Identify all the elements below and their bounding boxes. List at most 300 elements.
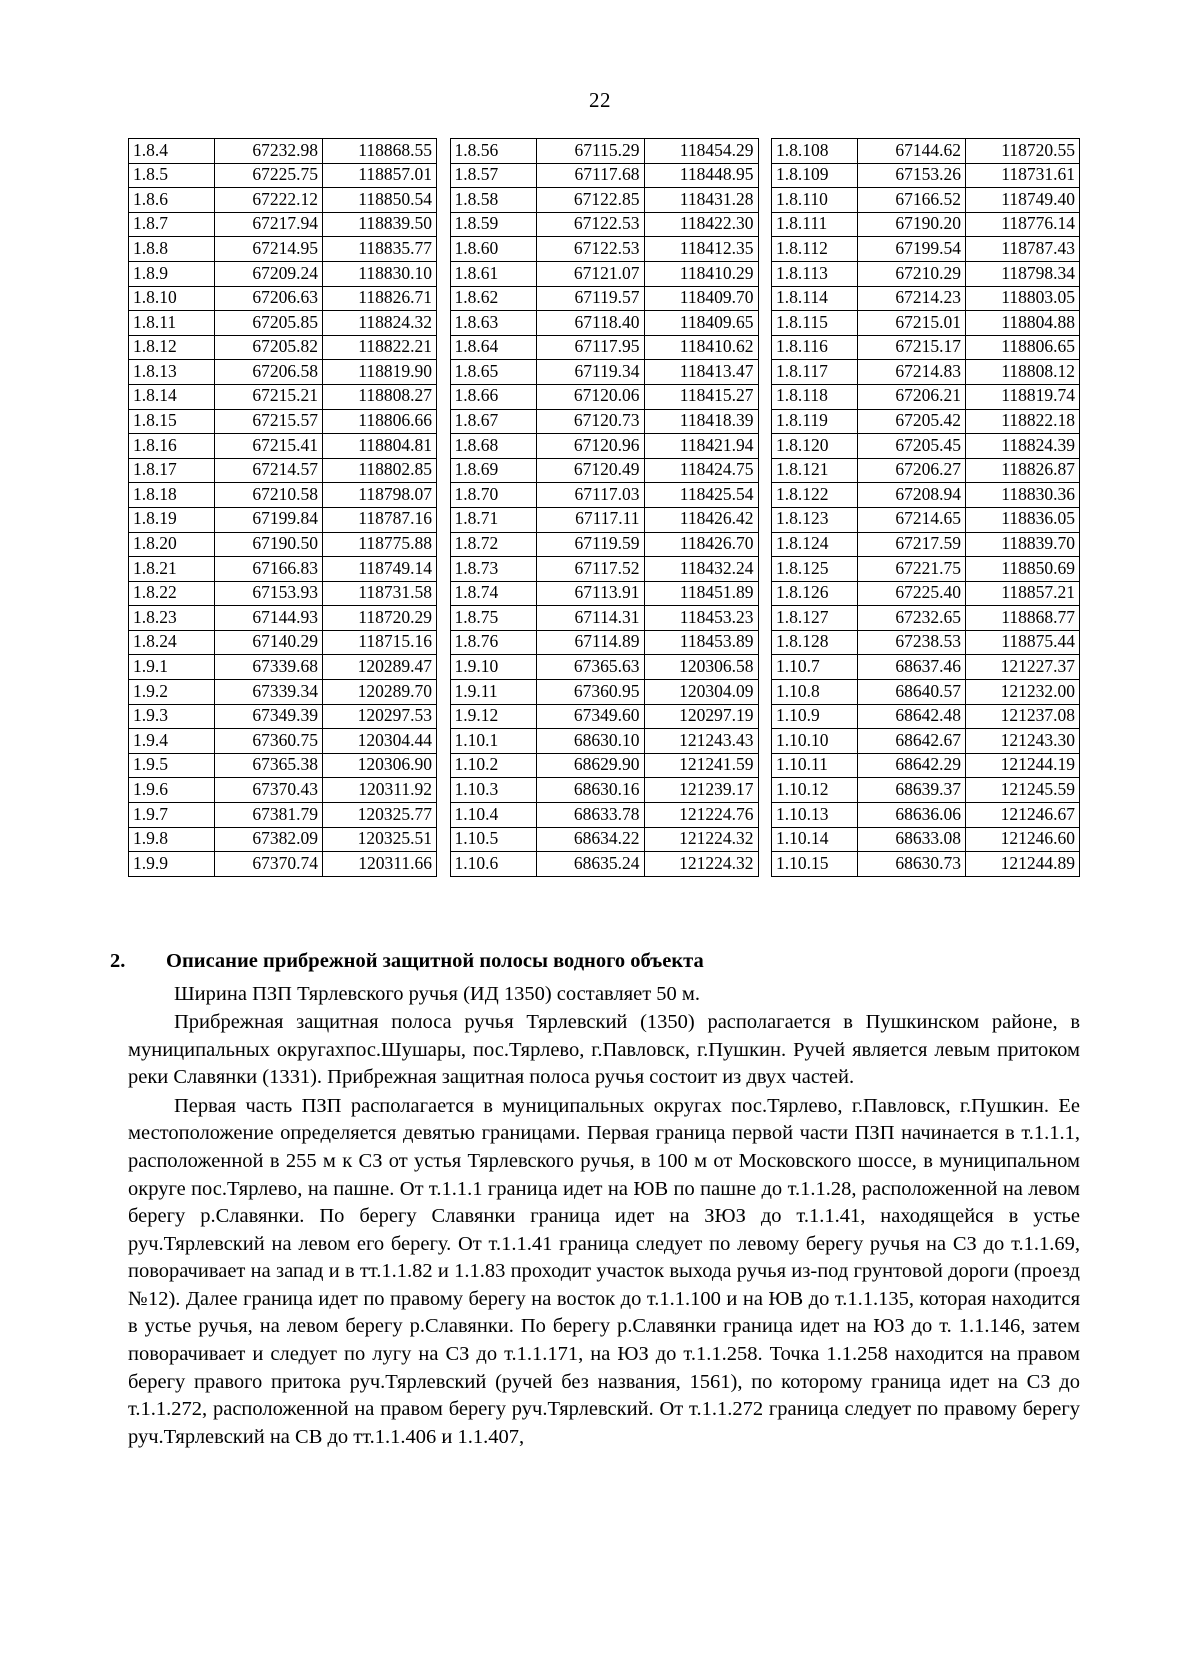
coordinate-x-cell: 67122.85 <box>536 188 644 213</box>
coordinate-x-cell: 67117.11 <box>536 507 644 532</box>
coordinate-y-cell: 118787.16 <box>323 507 437 532</box>
point-id-cell: 1.8.6 <box>129 188 215 213</box>
point-id-cell: 1.10.1 <box>450 729 536 754</box>
coordinate-y-cell: 121227.37 <box>966 655 1080 680</box>
coordinate-x-cell: 67117.95 <box>536 335 644 360</box>
coordinate-y-cell: 118720.29 <box>323 606 437 631</box>
coordinate-x-cell: 67217.59 <box>858 532 966 557</box>
coordinate-y-cell: 118454.29 <box>644 139 758 164</box>
coordinate-x-cell: 67120.73 <box>536 409 644 434</box>
table-row <box>129 237 437 262</box>
point-id-cell: 1.10.4 <box>450 803 536 828</box>
coordinate-y-cell: 118819.74 <box>966 384 1080 409</box>
point-id-cell: 1.8.15 <box>129 409 215 434</box>
table-row <box>772 163 1080 188</box>
coordinate-y-cell: 121244.89 <box>966 852 1080 877</box>
table-row <box>772 384 1080 409</box>
coordinate-x-cell: 67205.82 <box>215 335 323 360</box>
point-id-cell: 1.9.1 <box>129 655 215 680</box>
coordinate-y-cell: 118421.94 <box>644 434 758 459</box>
coordinate-x-cell: 68636.06 <box>858 803 966 828</box>
coordinate-x-cell: 67214.95 <box>215 237 323 262</box>
coordinate-y-cell: 118803.05 <box>966 286 1080 311</box>
table-row <box>450 532 758 557</box>
coordinate-x-cell: 67117.68 <box>536 163 644 188</box>
table-row <box>772 778 1080 803</box>
table-row <box>450 212 758 237</box>
table-row <box>129 753 437 778</box>
point-id-cell: 1.8.11 <box>129 311 215 336</box>
table-row <box>772 532 1080 557</box>
point-id-cell: 1.9.3 <box>129 704 215 729</box>
table-row <box>450 261 758 286</box>
point-id-cell: 1.8.128 <box>772 630 858 655</box>
coordinate-y-cell: 118806.65 <box>966 335 1080 360</box>
table-row <box>450 827 758 852</box>
point-id-cell: 1.8.61 <box>450 261 536 286</box>
point-id-cell: 1.10.14 <box>772 827 858 852</box>
coordinate-x-cell: 67349.60 <box>536 704 644 729</box>
coordinate-y-cell: 118451.89 <box>644 581 758 606</box>
coordinate-x-cell: 67339.34 <box>215 680 323 705</box>
coordinate-x-cell: 68630.73 <box>858 852 966 877</box>
coordinate-x-cell: 67232.65 <box>858 606 966 631</box>
coordinate-x-cell: 67153.93 <box>215 581 323 606</box>
coordinate-y-cell: 118409.70 <box>644 286 758 311</box>
coordinate-x-cell: 67349.39 <box>215 704 323 729</box>
coordinate-y-cell: 118453.89 <box>644 630 758 655</box>
point-id-cell: 1.8.71 <box>450 507 536 532</box>
coordinate-x-cell: 67381.79 <box>215 803 323 828</box>
coordinate-x-cell: 67120.49 <box>536 458 644 483</box>
point-id-cell: 1.8.67 <box>450 409 536 434</box>
coordinate-y-cell: 118875.44 <box>966 630 1080 655</box>
table-body-left <box>129 139 437 877</box>
point-id-cell: 1.8.14 <box>129 384 215 409</box>
coordinate-y-cell: 118850.69 <box>966 557 1080 582</box>
point-id-cell: 1.8.118 <box>772 384 858 409</box>
coordinate-y-cell: 118808.27 <box>323 384 437 409</box>
point-id-cell: 1.8.72 <box>450 532 536 557</box>
point-id-cell: 1.8.23 <box>129 606 215 631</box>
table-row <box>129 557 437 582</box>
point-id-cell: 1.8.8 <box>129 237 215 262</box>
table-row <box>450 803 758 828</box>
coordinate-y-cell: 118839.50 <box>323 212 437 237</box>
coordinate-y-cell: 118749.40 <box>966 188 1080 213</box>
coordinate-y-cell: 118836.05 <box>966 507 1080 532</box>
coordinate-x-cell: 67382.09 <box>215 827 323 852</box>
table-row <box>129 655 437 680</box>
coordinate-x-cell: 68633.08 <box>858 827 966 852</box>
coordinate-x-cell: 67370.43 <box>215 778 323 803</box>
table-row <box>129 483 437 508</box>
coordinate-y-cell: 118776.14 <box>966 212 1080 237</box>
coordinate-y-cell: 118787.43 <box>966 237 1080 262</box>
coordinate-x-cell: 67215.57 <box>215 409 323 434</box>
point-id-cell: 1.8.56 <box>450 139 536 164</box>
coordinate-y-cell: 121246.60 <box>966 827 1080 852</box>
coordinate-x-cell: 67119.57 <box>536 286 644 311</box>
coordinate-y-cell: 118410.62 <box>644 335 758 360</box>
coordinate-y-cell: 120289.70 <box>323 680 437 705</box>
coordinate-x-cell: 67208.94 <box>858 483 966 508</box>
coordinate-x-cell: 67210.58 <box>215 483 323 508</box>
point-id-cell: 1.8.12 <box>129 335 215 360</box>
point-id-cell: 1.9.2 <box>129 680 215 705</box>
coordinate-y-cell: 118798.07 <box>323 483 437 508</box>
coordinate-y-cell: 118432.24 <box>644 557 758 582</box>
point-id-cell: 1.10.3 <box>450 778 536 803</box>
coordinate-x-cell: 67113.91 <box>536 581 644 606</box>
table-row <box>129 532 437 557</box>
point-id-cell: 1.8.20 <box>129 532 215 557</box>
point-id-cell: 1.8.108 <box>772 139 858 164</box>
coordinate-y-cell: 118775.88 <box>323 532 437 557</box>
point-id-cell: 1.8.111 <box>772 212 858 237</box>
table-row <box>450 606 758 631</box>
coordinate-y-cell: 120304.44 <box>323 729 437 754</box>
point-id-cell: 1.9.5 <box>129 753 215 778</box>
coordinate-x-cell: 67190.50 <box>215 532 323 557</box>
coordinate-y-cell: 118453.23 <box>644 606 758 631</box>
coordinate-y-cell: 120325.77 <box>323 803 437 828</box>
coordinate-y-cell: 118731.58 <box>323 581 437 606</box>
table-row <box>772 581 1080 606</box>
coordinate-x-cell: 67232.98 <box>215 139 323 164</box>
point-id-cell: 1.9.10 <box>450 655 536 680</box>
coordinate-x-cell: 67206.63 <box>215 286 323 311</box>
point-id-cell: 1.8.116 <box>772 335 858 360</box>
coordinate-y-cell: 118418.39 <box>644 409 758 434</box>
table-row <box>772 261 1080 286</box>
point-id-cell: 1.8.62 <box>450 286 536 311</box>
table-row <box>129 434 437 459</box>
point-id-cell: 1.9.4 <box>129 729 215 754</box>
table-row <box>129 581 437 606</box>
paragraph-first-part: Первая часть ПЗП располагается в муниципальных округах пос.Тярлево, г.Павловск, г.Пушкин. Ее местоположение определяется девятью границами. Первая граница первой части ПЗП начинается в т.1.1.1, расположенной в 255 м к СЗ от устья Тярлевского ручья, в 100 м от Московского шоссе, в муниципальном округе пос.Тярлево, на пашне. От т.1.1.1 граница идет на ЮВ по пашне до т.1.1.28, расположенной на левом берегу р.Славянки. По берегу Славянки граница идет на ЗЮЗ до т.1.1.41, находящейся в устье руч.Тярлевский на левом его берегу. От т.1.1.41 граница следует по левому берегу ручья на СЗ до т.1.1.69, поворачивает на запад и в тт.1.1.82 и 1.1.83 проходит участок выхода ручья из-под грунтовой дороги (проезд №12). Далее граница идет по правому берегу на восток до т.1.1.100 и на ЮВ до т.1.1.135, которая находится в устье ручья, на левом берегу р.Славянки. По берегу р.Славянки граница идет на ЮЗ до т. 1.1.146, затем поворачивает и следует по лугу на СЗ до т.1.1.171, на ЮЗ до т.1.1.258. Точка 1.1.258 находится на правом берегу правого притока руч.Тярлевский (ручей без названия, 1561), по которому граница идет на СЗ до т.1.1.272, расположенной на правом берегу руч.Тярлевский. От т.1.1.272 граница следует по правому берегу руч.Тярлевский на СВ до тт.1.1.406 и 1.1.407, <box>128 1094 1080 1448</box>
point-id-cell: 1.8.5 <box>129 163 215 188</box>
point-id-cell: 1.8.16 <box>129 434 215 459</box>
point-id-cell: 1.8.121 <box>772 458 858 483</box>
table-row <box>450 581 758 606</box>
coordinate-x-cell: 67144.62 <box>858 139 966 164</box>
coordinate-y-cell: 118804.88 <box>966 311 1080 336</box>
table-row <box>450 655 758 680</box>
table-body-right <box>772 139 1080 877</box>
coordinate-y-cell: 120306.90 <box>323 753 437 778</box>
table-row <box>772 237 1080 262</box>
point-id-cell: 1.8.10 <box>129 286 215 311</box>
point-id-cell: 1.8.122 <box>772 483 858 508</box>
table-row <box>129 261 437 286</box>
table-row <box>450 778 758 803</box>
coordinate-y-cell: 120289.47 <box>323 655 437 680</box>
point-id-cell: 1.9.11 <box>450 680 536 705</box>
coordinate-y-cell: 118808.12 <box>966 360 1080 385</box>
coordinate-y-cell: 118857.21 <box>966 581 1080 606</box>
coordinate-x-cell: 67121.07 <box>536 261 644 286</box>
table-row <box>450 286 758 311</box>
point-id-cell: 1.8.7 <box>129 212 215 237</box>
coordinate-y-cell: 120297.53 <box>323 704 437 729</box>
coordinate-table-right <box>771 138 1080 877</box>
point-id-cell: 1.8.63 <box>450 311 536 336</box>
point-id-cell: 1.8.9 <box>129 261 215 286</box>
table-row <box>450 630 758 655</box>
body-text <box>110 948 1080 1451</box>
coordinate-x-cell: 67225.75 <box>215 163 323 188</box>
coordinate-x-cell: 67166.52 <box>858 188 966 213</box>
table-row <box>772 409 1080 434</box>
point-id-cell: 1.10.2 <box>450 753 536 778</box>
table-body-middle <box>450 139 758 877</box>
point-id-cell: 1.8.126 <box>772 581 858 606</box>
point-id-cell: 1.10.15 <box>772 852 858 877</box>
coordinate-x-cell: 67210.29 <box>858 261 966 286</box>
table-row <box>772 507 1080 532</box>
coordinate-y-cell: 118824.39 <box>966 434 1080 459</box>
coordinate-x-cell: 68633.78 <box>536 803 644 828</box>
coordinate-y-cell: 118426.42 <box>644 507 758 532</box>
table-row <box>129 680 437 705</box>
coordinate-y-cell: 118857.01 <box>323 163 437 188</box>
coordinate-x-cell: 67119.59 <box>536 532 644 557</box>
coordinate-x-cell: 67119.34 <box>536 360 644 385</box>
coordinate-x-cell: 67215.21 <box>215 384 323 409</box>
point-id-cell: 1.8.69 <box>450 458 536 483</box>
coordinate-table-left <box>128 138 437 877</box>
coordinate-y-cell: 118720.55 <box>966 139 1080 164</box>
coordinate-y-cell: 118850.54 <box>323 188 437 213</box>
point-id-cell: 1.8.119 <box>772 409 858 434</box>
coordinate-y-cell: 118868.55 <box>323 139 437 164</box>
coordinate-x-cell: 67365.63 <box>536 655 644 680</box>
coordinate-y-cell: 121224.32 <box>644 827 758 852</box>
coordinate-y-cell: 118819.90 <box>323 360 437 385</box>
coordinate-y-cell: 120306.58 <box>644 655 758 680</box>
coordinate-y-cell: 121244.19 <box>966 753 1080 778</box>
coordinate-y-cell: 118749.14 <box>323 557 437 582</box>
coordinate-x-cell: 67214.57 <box>215 458 323 483</box>
point-id-cell: 1.10.11 <box>772 753 858 778</box>
coordinate-x-cell: 67206.21 <box>858 384 966 409</box>
table-row <box>772 458 1080 483</box>
coordinate-y-cell: 118822.18 <box>966 409 1080 434</box>
coordinate-x-cell: 67214.83 <box>858 360 966 385</box>
coordinate-y-cell: 118410.29 <box>644 261 758 286</box>
coordinate-y-cell: 118824.32 <box>323 311 437 336</box>
coordinate-x-cell: 67215.41 <box>215 434 323 459</box>
coordinate-y-cell: 121243.30 <box>966 729 1080 754</box>
coordinate-y-cell: 118731.61 <box>966 163 1080 188</box>
point-id-cell: 1.8.117 <box>772 360 858 385</box>
coordinate-x-cell: 67217.94 <box>215 212 323 237</box>
table-row <box>129 630 437 655</box>
point-id-cell: 1.8.65 <box>450 360 536 385</box>
coordinate-y-cell: 118448.95 <box>644 163 758 188</box>
point-id-cell: 1.10.7 <box>772 655 858 680</box>
table-row <box>450 384 758 409</box>
coordinate-y-cell: 118802.85 <box>323 458 437 483</box>
point-id-cell: 1.10.13 <box>772 803 858 828</box>
table-row <box>450 163 758 188</box>
coordinate-x-cell: 67214.65 <box>858 507 966 532</box>
point-id-cell: 1.8.68 <box>450 434 536 459</box>
table-row <box>450 360 758 385</box>
coordinate-x-cell: 67206.58 <box>215 360 323 385</box>
coordinate-x-cell: 67140.29 <box>215 630 323 655</box>
coordinate-y-cell: 118839.70 <box>966 532 1080 557</box>
coordinate-y-cell: 121224.32 <box>644 852 758 877</box>
coordinate-y-cell: 121239.17 <box>644 778 758 803</box>
coordinate-y-cell: 121237.08 <box>966 704 1080 729</box>
coordinate-y-cell: 118830.36 <box>966 483 1080 508</box>
coordinate-x-cell: 67238.53 <box>858 630 966 655</box>
table-row <box>772 188 1080 213</box>
coordinate-y-cell: 118798.34 <box>966 261 1080 286</box>
point-id-cell: 1.9.12 <box>450 704 536 729</box>
coordinate-x-cell: 67339.68 <box>215 655 323 680</box>
coordinate-x-cell: 68630.16 <box>536 778 644 803</box>
table-row <box>129 606 437 631</box>
table-row <box>450 729 758 754</box>
point-id-cell: 1.8.60 <box>450 237 536 262</box>
coordinate-y-cell: 118715.16 <box>323 630 437 655</box>
coordinate-x-cell: 67117.03 <box>536 483 644 508</box>
coordinate-x-cell: 68635.24 <box>536 852 644 877</box>
point-id-cell: 1.8.112 <box>772 237 858 262</box>
table-row <box>772 335 1080 360</box>
coordinate-x-cell: 67221.75 <box>858 557 966 582</box>
coordinate-x-cell: 68629.90 <box>536 753 644 778</box>
coordinate-y-cell: 120297.19 <box>644 704 758 729</box>
coordinate-y-cell: 118826.87 <box>966 458 1080 483</box>
point-id-cell: 1.8.74 <box>450 581 536 606</box>
coordinate-table-middle <box>450 138 759 877</box>
coordinate-y-cell: 118415.27 <box>644 384 758 409</box>
coordinate-y-cell: 118425.54 <box>644 483 758 508</box>
table-row <box>772 852 1080 877</box>
coordinate-x-cell: 67122.53 <box>536 212 644 237</box>
coordinate-x-cell: 67122.53 <box>536 237 644 262</box>
point-id-cell: 1.8.73 <box>450 557 536 582</box>
point-id-cell: 1.9.7 <box>129 803 215 828</box>
point-id-cell: 1.8.57 <box>450 163 536 188</box>
point-id-cell: 1.8.76 <box>450 630 536 655</box>
point-id-cell: 1.8.109 <box>772 163 858 188</box>
coordinate-y-cell: 120311.66 <box>323 852 437 877</box>
table-row <box>772 434 1080 459</box>
point-id-cell: 1.9.8 <box>129 827 215 852</box>
point-id-cell: 1.8.115 <box>772 311 858 336</box>
coordinate-y-cell: 121246.67 <box>966 803 1080 828</box>
table-row <box>450 237 758 262</box>
table-row <box>450 557 758 582</box>
coordinate-y-cell: 118422.30 <box>644 212 758 237</box>
table-row <box>772 286 1080 311</box>
coordinate-y-cell: 121241.59 <box>644 753 758 778</box>
table-row <box>450 139 758 164</box>
coordinate-x-cell: 68630.10 <box>536 729 644 754</box>
table-row <box>772 139 1080 164</box>
coordinate-x-cell: 67205.85 <box>215 311 323 336</box>
table-row <box>450 483 758 508</box>
coordinate-y-cell: 118868.77 <box>966 606 1080 631</box>
coordinate-x-cell: 67222.12 <box>215 188 323 213</box>
coordinate-x-cell: 68642.67 <box>858 729 966 754</box>
table-row <box>129 729 437 754</box>
coordinate-y-cell: 121245.59 <box>966 778 1080 803</box>
table-row <box>450 434 758 459</box>
point-id-cell: 1.8.13 <box>129 360 215 385</box>
coordinate-x-cell: 67153.26 <box>858 163 966 188</box>
table-row <box>772 311 1080 336</box>
coordinate-y-cell: 118835.77 <box>323 237 437 262</box>
coordinate-y-cell: 118409.65 <box>644 311 758 336</box>
table-row <box>772 630 1080 655</box>
coordinate-x-cell: 67166.83 <box>215 557 323 582</box>
coordinate-x-cell: 67360.95 <box>536 680 644 705</box>
table-row <box>129 139 437 164</box>
table-row <box>450 188 758 213</box>
coordinate-y-cell: 120325.51 <box>323 827 437 852</box>
point-id-cell: 1.8.58 <box>450 188 536 213</box>
point-id-cell: 1.8.24 <box>129 630 215 655</box>
coordinate-x-cell: 68642.48 <box>858 704 966 729</box>
coordinate-x-cell: 67120.06 <box>536 384 644 409</box>
point-id-cell: 1.8.113 <box>772 261 858 286</box>
coordinate-x-cell: 68640.57 <box>858 680 966 705</box>
coordinate-tables-container <box>128 138 1080 877</box>
coordinate-x-cell: 67215.01 <box>858 311 966 336</box>
coordinate-x-cell: 68639.37 <box>858 778 966 803</box>
coordinate-x-cell: 67144.93 <box>215 606 323 631</box>
point-id-cell: 1.8.18 <box>129 483 215 508</box>
table-row <box>772 803 1080 828</box>
table-row <box>772 483 1080 508</box>
coordinate-x-cell: 67114.31 <box>536 606 644 631</box>
table-row <box>129 827 437 852</box>
point-id-cell: 1.8.75 <box>450 606 536 631</box>
coordinate-y-cell: 121232.00 <box>966 680 1080 705</box>
coordinate-y-cell: 118804.81 <box>323 434 437 459</box>
coordinate-x-cell: 67114.89 <box>536 630 644 655</box>
coordinate-x-cell: 67365.38 <box>215 753 323 778</box>
point-id-cell: 1.8.64 <box>450 335 536 360</box>
coordinate-x-cell: 67117.52 <box>536 557 644 582</box>
coordinate-y-cell: 120304.09 <box>644 680 758 705</box>
point-id-cell: 1.8.4 <box>129 139 215 164</box>
coordinate-x-cell: 67115.29 <box>536 139 644 164</box>
coordinate-y-cell: 118412.35 <box>644 237 758 262</box>
point-id-cell: 1.8.66 <box>450 384 536 409</box>
table-row <box>129 335 437 360</box>
coordinate-x-cell: 68634.22 <box>536 827 644 852</box>
table-row <box>450 704 758 729</box>
table-row <box>129 409 437 434</box>
point-id-cell: 1.8.124 <box>772 532 858 557</box>
table-row <box>129 778 437 803</box>
point-id-cell: 1.8.59 <box>450 212 536 237</box>
coordinate-x-cell: 68642.29 <box>858 753 966 778</box>
table-row <box>450 311 758 336</box>
section-heading-text: Описание прибрежной защитной полосы водного объекта <box>166 950 704 972</box>
table-row <box>772 753 1080 778</box>
point-id-cell: 1.8.17 <box>129 458 215 483</box>
table-row <box>450 852 758 877</box>
coordinate-y-cell: 121243.43 <box>644 729 758 754</box>
